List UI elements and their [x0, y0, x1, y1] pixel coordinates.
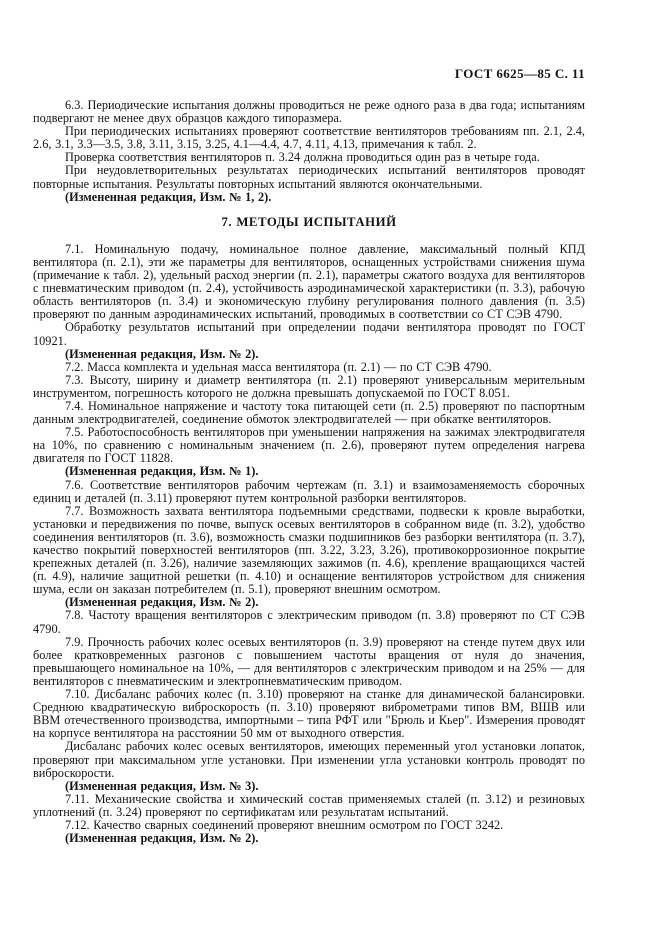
document-id: ГОСТ 6625—85 С. 11 — [454, 66, 585, 81]
paragraph: 7.5. Работоспособность вентиляторов при уменьшении напряжения на зажимах электродвигателя на 10%, по сравнению с номинальным значением (п. 2.6), проверяют путем определения нагрева двигателя по ГОСТ 11828. — [33, 425, 585, 466]
revision-note: (Измененная редакция, Изм. № 3). — [65, 778, 259, 793]
paragraph: 7.8. Частоту вращения вентиляторов с электрическим приводом (п. 3.8) проверяют по СТ СЭВ 4790. — [33, 608, 585, 636]
paragraph: Дисбаланс рабочих колес осевых вентиляторов, имеющих переменный угол установки лопаток, проверяют при максимальном угле установки. При изменении угла установки контроль проводят по виброскорости. — [33, 739, 585, 780]
paragraph: 7.1. Номинальную подачу, номинальное полное давление, максимальный полный КПД вентилятора (п. 2.1), эти же параметры для вентиляторов, оснащенных устройствами снижения шума (примечание к табл. 2), удельный расход энергии (п. 2.1), параметры сжатого воздуха для вентиляторов с пневматическим приводом (п. 2.4), устойчивость аэродинамической характеристики (п. 3.3), рабочую область вентиляторов (п. 3.4) и экономическую глубину регулирования полного давления (п. 3.5) проверяют по данным аэродинамических испытаний, проводимых в соответствии со СТ СЭВ 4790. — [33, 241, 585, 322]
paragraph: 7.2. Масса комплекта и удельная масса вентилятора (п. 2.1) — по СТ СЭВ 4790. — [65, 359, 492, 374]
revision-note: (Измененная редакция, Изм. № 1). — [65, 464, 259, 479]
paragraph: 7.7. Возможность захвата вентилятора подъемными средствами, подвески к кровле выработки, установки и передвижения по почве, выпуск осевых вентиляторов в собранном виде (п. 3.2), удобство соединения вентиляторов (п. 3.6), возможность смазки подшипников без разборки вентилятора (п. 3.7), качество покрытий поверхностей вентиляторов (пп. 3.22, 3.23, 3.26), противокоррозионное покрытие крепежных деталей (п. 3.26), наличие заземляющих зажимов (п. 4.6), крепление вращающихся частей (п. 4.9), наличие защитной решетки (п. 4.10) и оснащение вентиляторов устройством для снижения шума, если он заказан потребителем (п. 5.1), проверяют внешним осмотром. — [33, 503, 585, 597]
paragraph: 7.12. Качество сварных соединений проверяют внешним осмотром по ГОСТ 3242. — [65, 817, 504, 832]
paragraph: При периодических испытаниях проверяют соответствие вентиляторов требованиям пп. 2.1, 2.4, 2.6, 3.1, 3.3—3.5, 3.8, 3.11, 3.15, 3.25, 4.1—4.4, 4.7, 4.11, 4.13, примечания к табл. 2. — [33, 124, 585, 152]
paragraph: 7.4. Номинальное напряжение и частоту тока питающей сети (п. 2.5) проверяют по паспортным данным электродвигателей, соединение обмоток электродвигателей — при обкатке вентиляторов. — [33, 398, 585, 427]
page-header — [33, 66, 585, 82]
paragraph: 7.9. Прочность рабочих колес осевых вентиляторов (п. 3.9) проверяют на стенде путем двух или более кратковременных разгонов с повышением частоты вращения от нуля до значения, превышающего номинальное на 10%, — для вентиляторов с электрическим приводом и на 25% — для вентиляторов с пневматическим и электропневматическим приводом. — [33, 634, 585, 688]
paragraph: Проверка соответствия вентиляторов п. 3.24 должна проводиться один раз в четыре года. — [65, 150, 540, 165]
revision-note: (Измененная редакция, Изм. № 1, 2). — [65, 189, 272, 204]
paragraph: 7.3. Высоту, ширину и диаметр вентилятора (п. 2.1) проверяют универсальным мерительным инструментом, погрешность которого не должна превышать допускаемой по ГОСТ 8.051. — [33, 372, 585, 400]
revision-note: (Измененная редакция, Изм. № 2). — [65, 595, 259, 610]
paragraph: 7.10. Дисбаланс рабочих колес (п. 3.10) проверяют на станке для динамической балансировки. Среднюю квадратическую виброскорость (п. 3.10) проверяют виброметрами типов ВМ, ВШВ или ВВМ отечественного производства, импортными – типа РФТ или "Брюль и Кьер". Измерения проводят на корпусе вентилятора на расстоянии 50 мм от выходного отверстия. — [33, 687, 585, 741]
paragraph: 7.6. Соответствие вентиляторов рабочим чертежам (п. 3.1) и взаимозаменяемость сборочных единиц и деталей (п. 3.11) проверяют путем контрольной разборки вентиляторов. — [33, 477, 585, 505]
paragraph: 6.3. Периодические испытания должны проводиться не реже одного раза в два года; испытаниям подвергают не менее двух образцов каждого типоразмера. — [33, 98, 585, 126]
document-body — [33, 99, 585, 845]
revision-note: (Измененная редакция, Изм. № 2). — [65, 831, 259, 846]
paragraph: 7.11. Механические свойства и химический состав применяемых сталей (п. 3.12) и резиновых уплотнений (п. 3.24) проверяют по сертификатам или результатам испытаний. — [33, 791, 585, 819]
revision-note: (Измененная редакция, Изм. № 2). — [65, 346, 259, 361]
paragraph: Обработку результатов испытаний при определении подачи вентилятора проводят по ГОСТ 10921. — [33, 320, 585, 348]
section-heading: 7. МЕТОДЫ ИСПЫТАНИЙ — [221, 214, 397, 229]
paragraph: При неудовлетворительных результатах периодических испытаний вентиляторов проводят повторные испытания. Результаты повторных испытаний являются окончательными. — [33, 163, 585, 191]
